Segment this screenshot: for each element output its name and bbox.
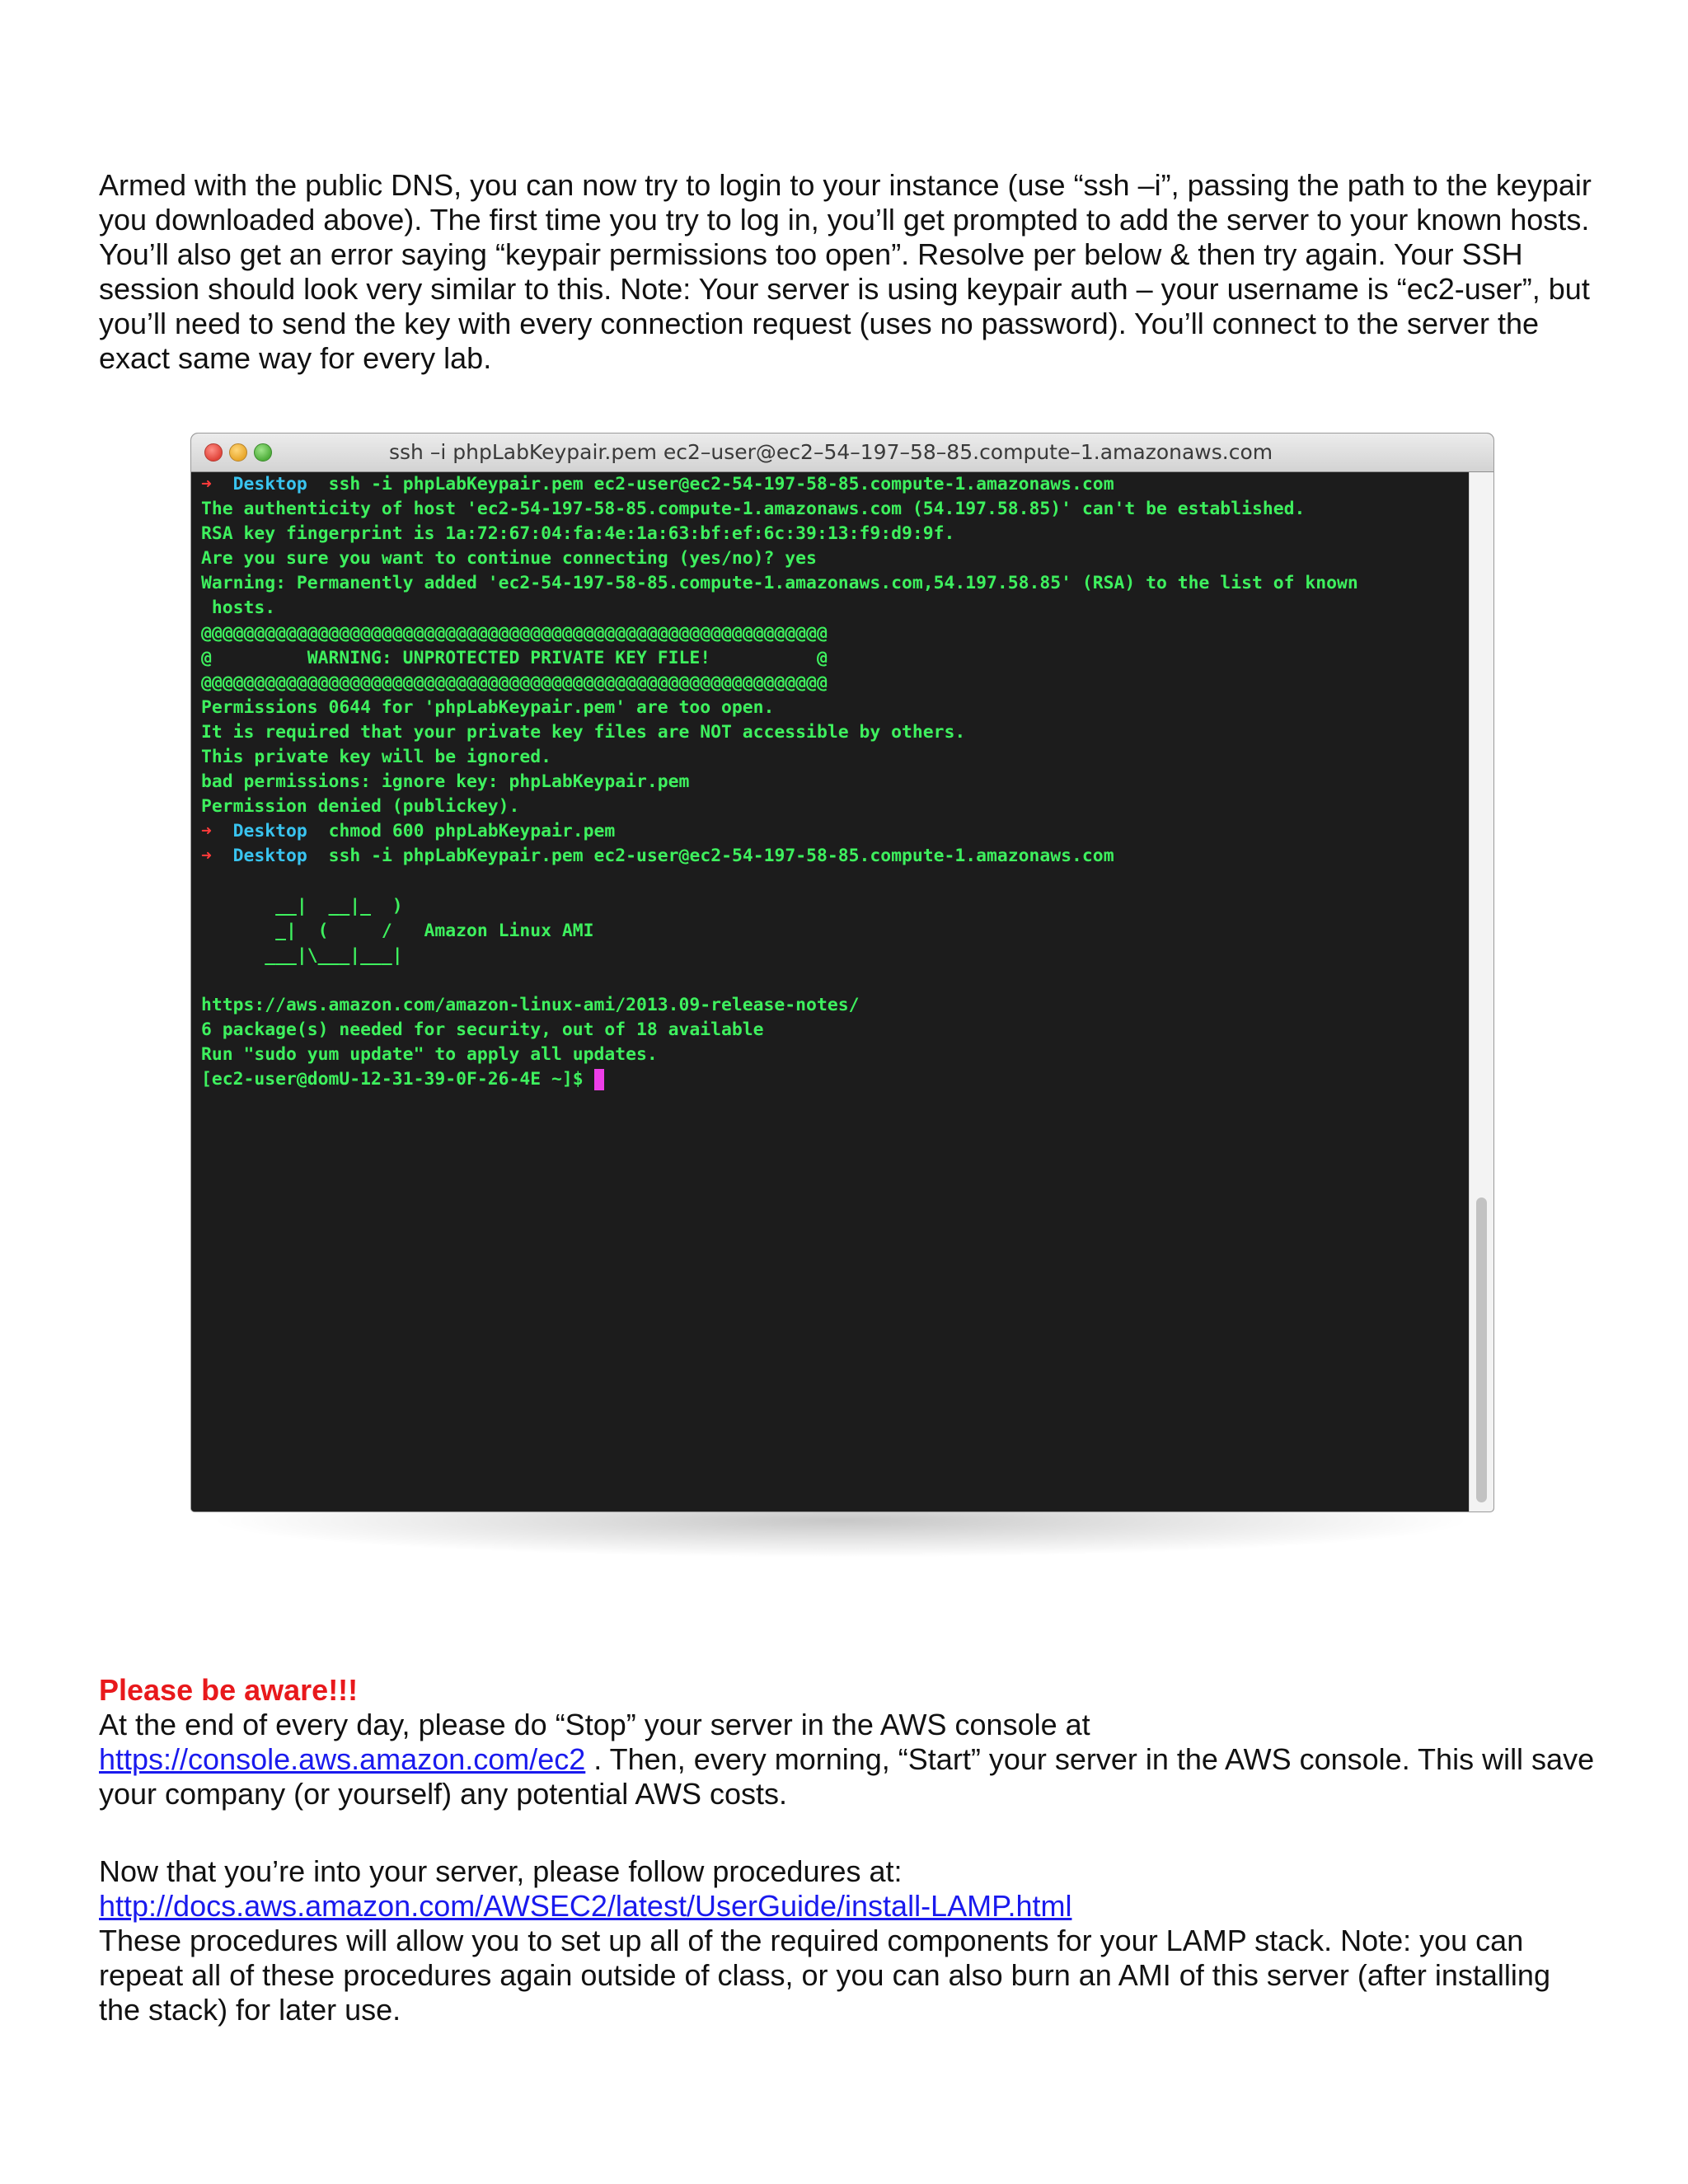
zoom-window-icon[interactable] bbox=[254, 443, 272, 462]
intro-paragraph: Armed with the public DNS, you can now try to login to your instance (use “ssh –i”, passing the path to the keypair you downloaded above). The first time you try to log in, you’ll get prompted to add the server to your known hosts. You’ll also get an error saying “keypair permissions too open”. Resolve per below & then try again. Your SSH session should look very similar to this. Note: Your server is using keypair auth – your username is “ec2-user”, but you’ll need to send the key with every connection request (uses no password). You’ll connect to the server the exact same way for every lab. bbox=[99, 168, 1592, 375]
warning-heading: Please be aware!!! bbox=[99, 1673, 359, 1707]
aws-stop-start-paragraph bbox=[99, 1708, 1599, 1811]
prompt-arrow-icon: ➜ bbox=[201, 846, 212, 867]
terminal-output-line: RSA key fingerprint is 1a:72:67:04:fa:4e:1a:63:bf:ef:6c:39:13:f9:d9:9f. bbox=[201, 523, 955, 545]
terminal-output-line: @@@@@@@@@@@@@@@@@@@@@@@@@@@@@@@@@@@@@@@@@@@@@@@@@@@@@@@@@@@ bbox=[201, 622, 828, 644]
terminal-scrollbar[interactable] bbox=[1469, 472, 1493, 1511]
terminal-output-line: Are you sure you want to continue connecting (yes/no)? yes bbox=[201, 548, 817, 569]
shell-prompt: [ec2-user@domU-12-31-39-0F-26-4E ~]$ bbox=[201, 1069, 594, 1090]
aware-text-after-link: . Then, every morning, “Start” your server in the AWS console. This will save your company (or yourself) any potential AWS costs. bbox=[99, 1742, 1595, 1811]
close-window-icon[interactable] bbox=[204, 443, 223, 462]
terminal-output-line: __| __|_ ) bbox=[201, 895, 403, 916]
scrollbar-thumb[interactable] bbox=[1476, 1197, 1487, 1502]
command-ssh-second: ssh -i phpLabKeypair.pem ec2-user@ec2-54-197-58-85.compute-1.amazonaws.com bbox=[328, 846, 1114, 867]
terminal-titlebar[interactable] bbox=[191, 434, 1493, 472]
terminal-output-line: Run "sudo yum update" to apply all updates. bbox=[201, 1044, 658, 1066]
terminal-output-line bbox=[201, 968, 1358, 993]
terminal-body[interactable] bbox=[191, 472, 1470, 1511]
minimize-window-icon[interactable] bbox=[229, 443, 247, 462]
terminal-output-line: _| ( / Amazon Linux AMI bbox=[201, 920, 594, 941]
login-message-output bbox=[201, 993, 1358, 1067]
amazon-linux-banner bbox=[201, 869, 1358, 993]
terminal-output-line: hosts. bbox=[201, 598, 276, 619]
terminal-command-line bbox=[201, 472, 1358, 497]
command-chmod: chmod 600 phpLabKeypair.pem bbox=[328, 821, 616, 842]
terminal-output-line: https://aws.amazon.com/amazon-linux-ami/2013.09-release-notes/ bbox=[201, 994, 860, 1015]
command-ssh-first: ssh -i phpLabKeypair.pem ec2-user@ec2-54-197-58-85.compute-1.amazonaws.com bbox=[328, 474, 1114, 494]
terminal-output-line: This private key will be ignored. bbox=[201, 747, 551, 768]
terminal-output-line: @ WARNING: UNPROTECTED PRIVATE KEY FILE! @ bbox=[201, 647, 828, 668]
terminal-output-line: ___|\___|___| bbox=[201, 944, 403, 966]
terminal-window bbox=[191, 434, 1493, 1511]
terminal-output-line bbox=[201, 869, 1358, 894]
terminal-output-line: The authenticity of host 'ec2-54-197-58-85.compute-1.amazonaws.com (54.197.58.85)' can't be established. bbox=[201, 499, 1306, 520]
prompt-arrow-icon: ➜ bbox=[201, 821, 212, 842]
terminal-output-line: Permission denied (publickey). bbox=[201, 796, 520, 818]
terminal-output-line: @@@@@@@@@@@@@@@@@@@@@@@@@@@@@@@@@@@@@@@@@@@@@@@@@@@@@@@@@@@ bbox=[201, 672, 828, 693]
text-cursor bbox=[594, 1069, 604, 1090]
lamp-text-before-link: Now that you’re into your server, please follow procedures at: bbox=[99, 1854, 903, 1888]
terminal-output-line: bad permissions: ignore key: phpLabKeypair.pem bbox=[201, 771, 690, 793]
terminal-window-title: ssh –i phpLabKeypair.pem ec2–user@ec2–54–197–58–85.compute–1.amazonaws.com bbox=[389, 440, 1273, 464]
lamp-procedures-paragraph bbox=[99, 1854, 1599, 2027]
lamp-text-after-link: These procedures will allow you to set up all of the required components for your LAMP stack. Note: you can repeat all of these procedures again outside of class, or you can also burn an AMI of this server (after installing the stack) for later use. bbox=[99, 1924, 1550, 2027]
terminal-output-line: 6 package(s) needed for security, out of 18 available bbox=[201, 1019, 764, 1041]
terminal-output bbox=[201, 472, 1358, 1092]
shell-prompt-line[interactable] bbox=[201, 1067, 1358, 1092]
lamp-guide-link[interactable]: http://docs.aws.amazon.com/AWSEC2/latest/UserGuide/install-LAMP.html bbox=[99, 1889, 1072, 1923]
terminal-output-line: Warning: Permanently added 'ec2-54-197-58-85.compute-1.amazonaws.com,54.197.58.85' (RSA) to the list of known bbox=[201, 573, 1358, 594]
terminal-output-line: Permissions 0644 for 'phpLabKeypair.pem' are too open. bbox=[201, 696, 775, 718]
ssh-error-output bbox=[201, 497, 1358, 819]
prompt-directory: Desktop bbox=[232, 474, 307, 494]
terminal-output-line: It is required that your private key files are NOT accessible by others. bbox=[201, 721, 966, 743]
prompt-directory: Desktop bbox=[232, 846, 307, 867]
terminal-command-line bbox=[201, 844, 1358, 869]
aware-text-before-link: At the end of every day, please do “Stop” your server in the AWS console at bbox=[99, 1708, 1090, 1741]
prompt-directory: Desktop bbox=[232, 821, 307, 842]
prompt-arrow-icon: ➜ bbox=[201, 474, 212, 494]
aws-console-link[interactable]: https://console.aws.amazon.com/ec2 bbox=[99, 1742, 586, 1776]
terminal-command-line bbox=[201, 819, 1358, 844]
